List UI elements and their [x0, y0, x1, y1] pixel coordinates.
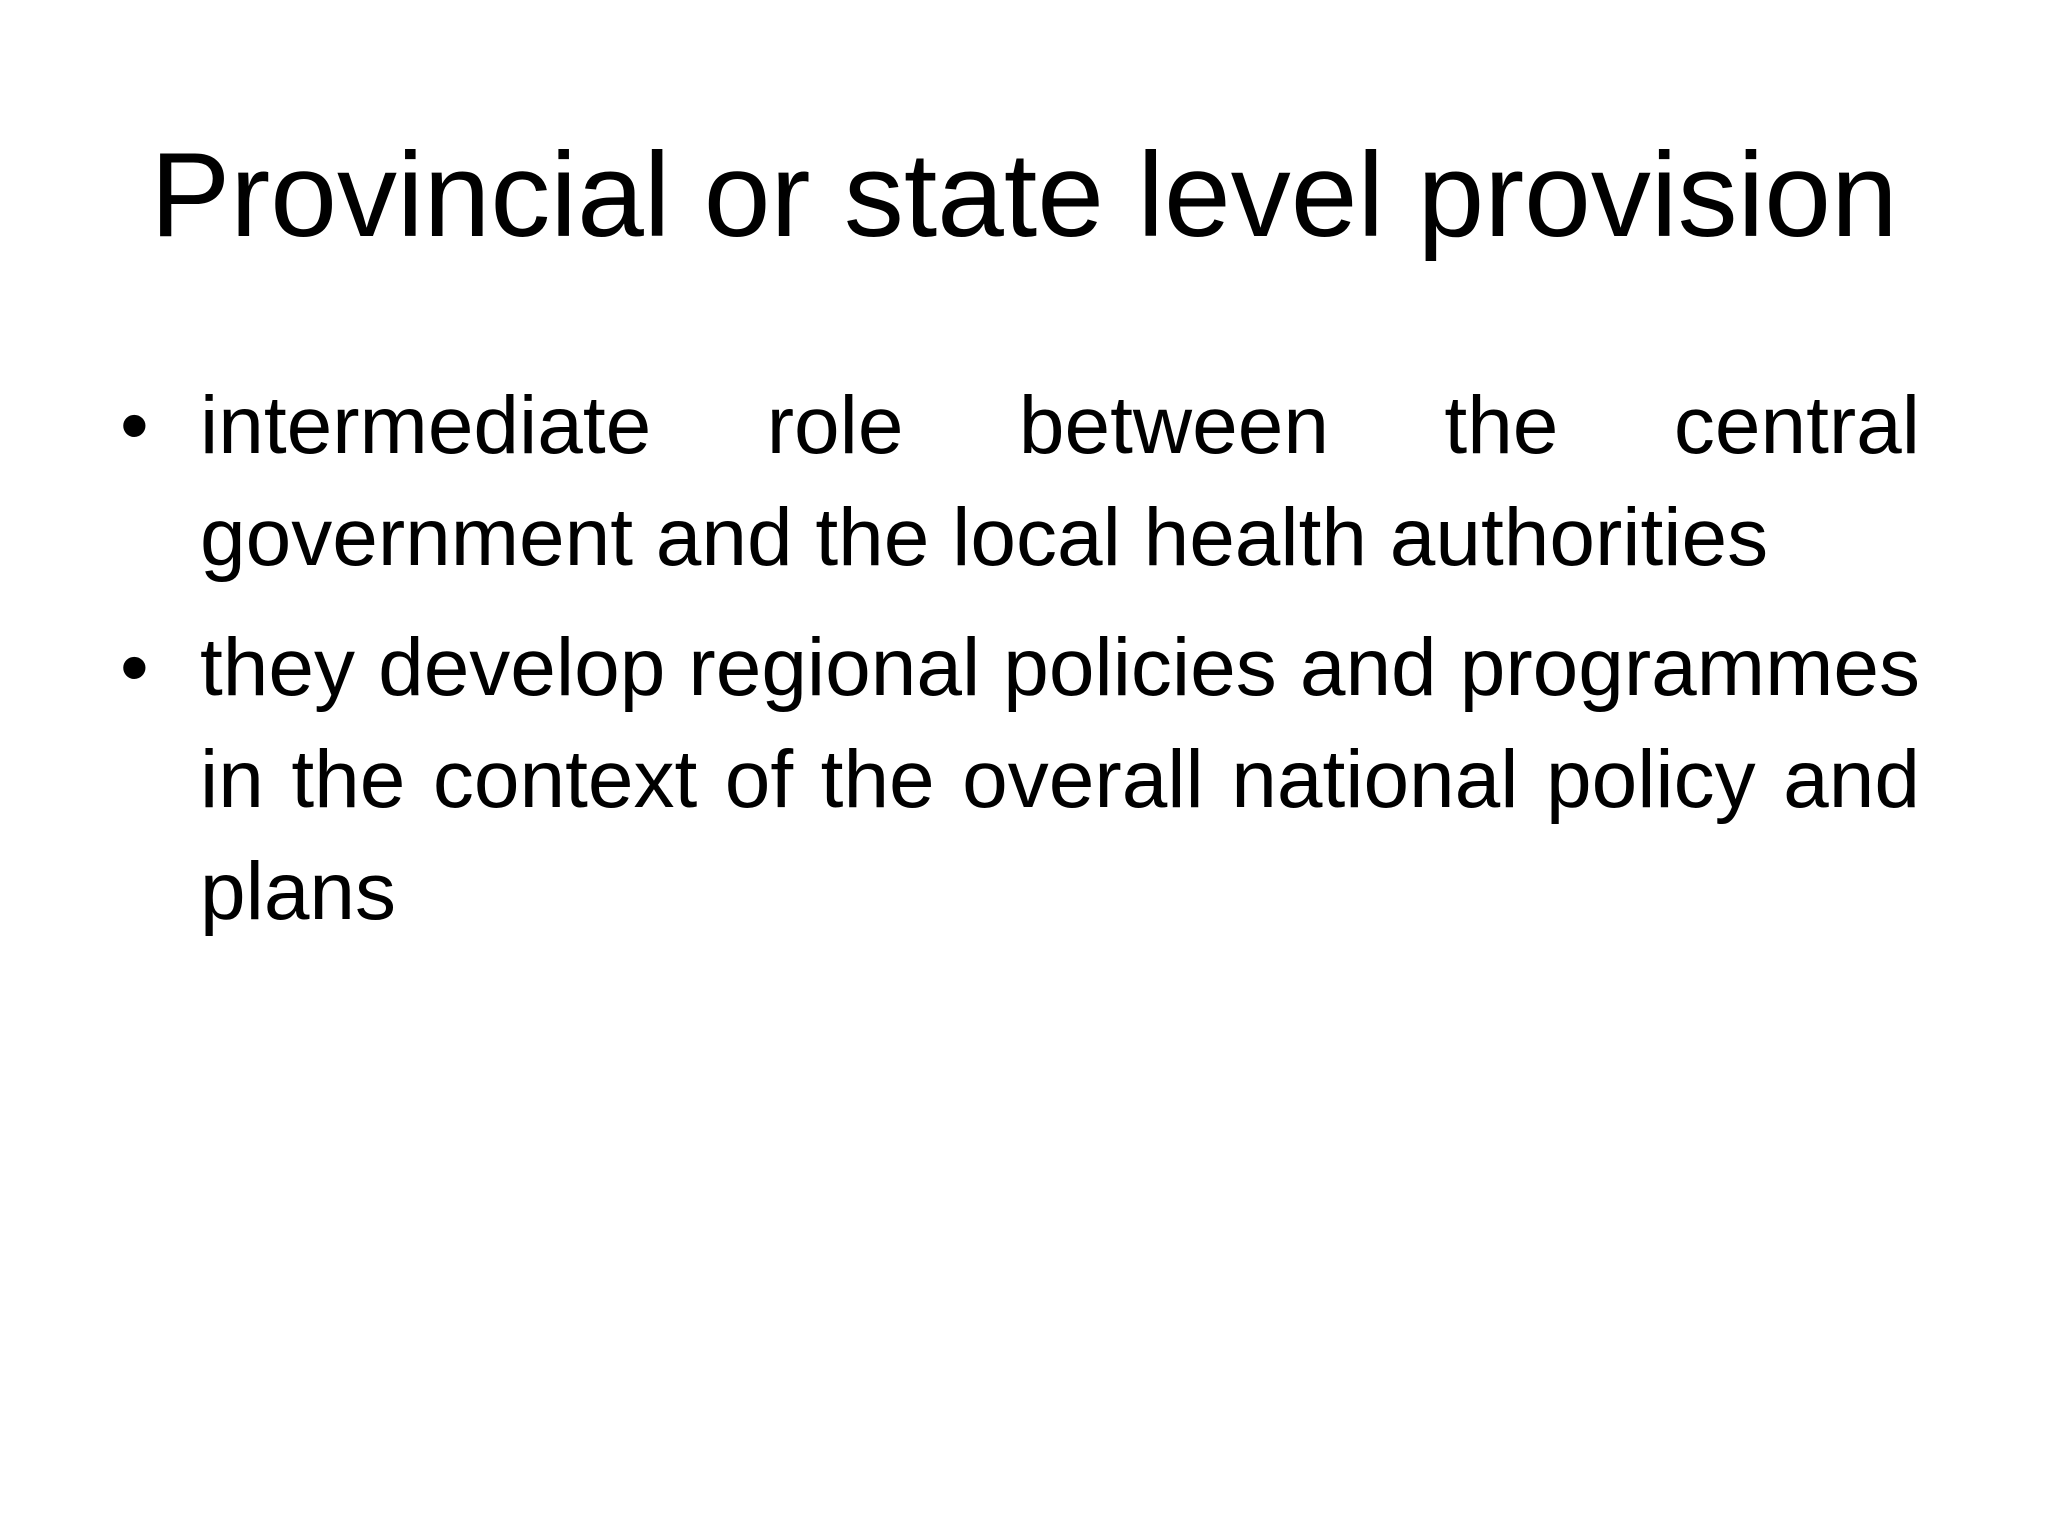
- bullet-text: they develop regional policies and programmes in the context of the overall national policy and plans: [200, 622, 1920, 937]
- bullet-marker: •: [120, 380, 149, 471]
- bullet-list: [120, 370, 1920, 966]
- bullet-marker: •: [120, 622, 149, 713]
- bullet-item: [120, 370, 1920, 594]
- slide-title: Provincial or state level provision: [150, 128, 1898, 262]
- bullet-item: [120, 612, 1920, 948]
- bullet-text: intermediate role between the central government and the local health authorities: [200, 380, 1920, 583]
